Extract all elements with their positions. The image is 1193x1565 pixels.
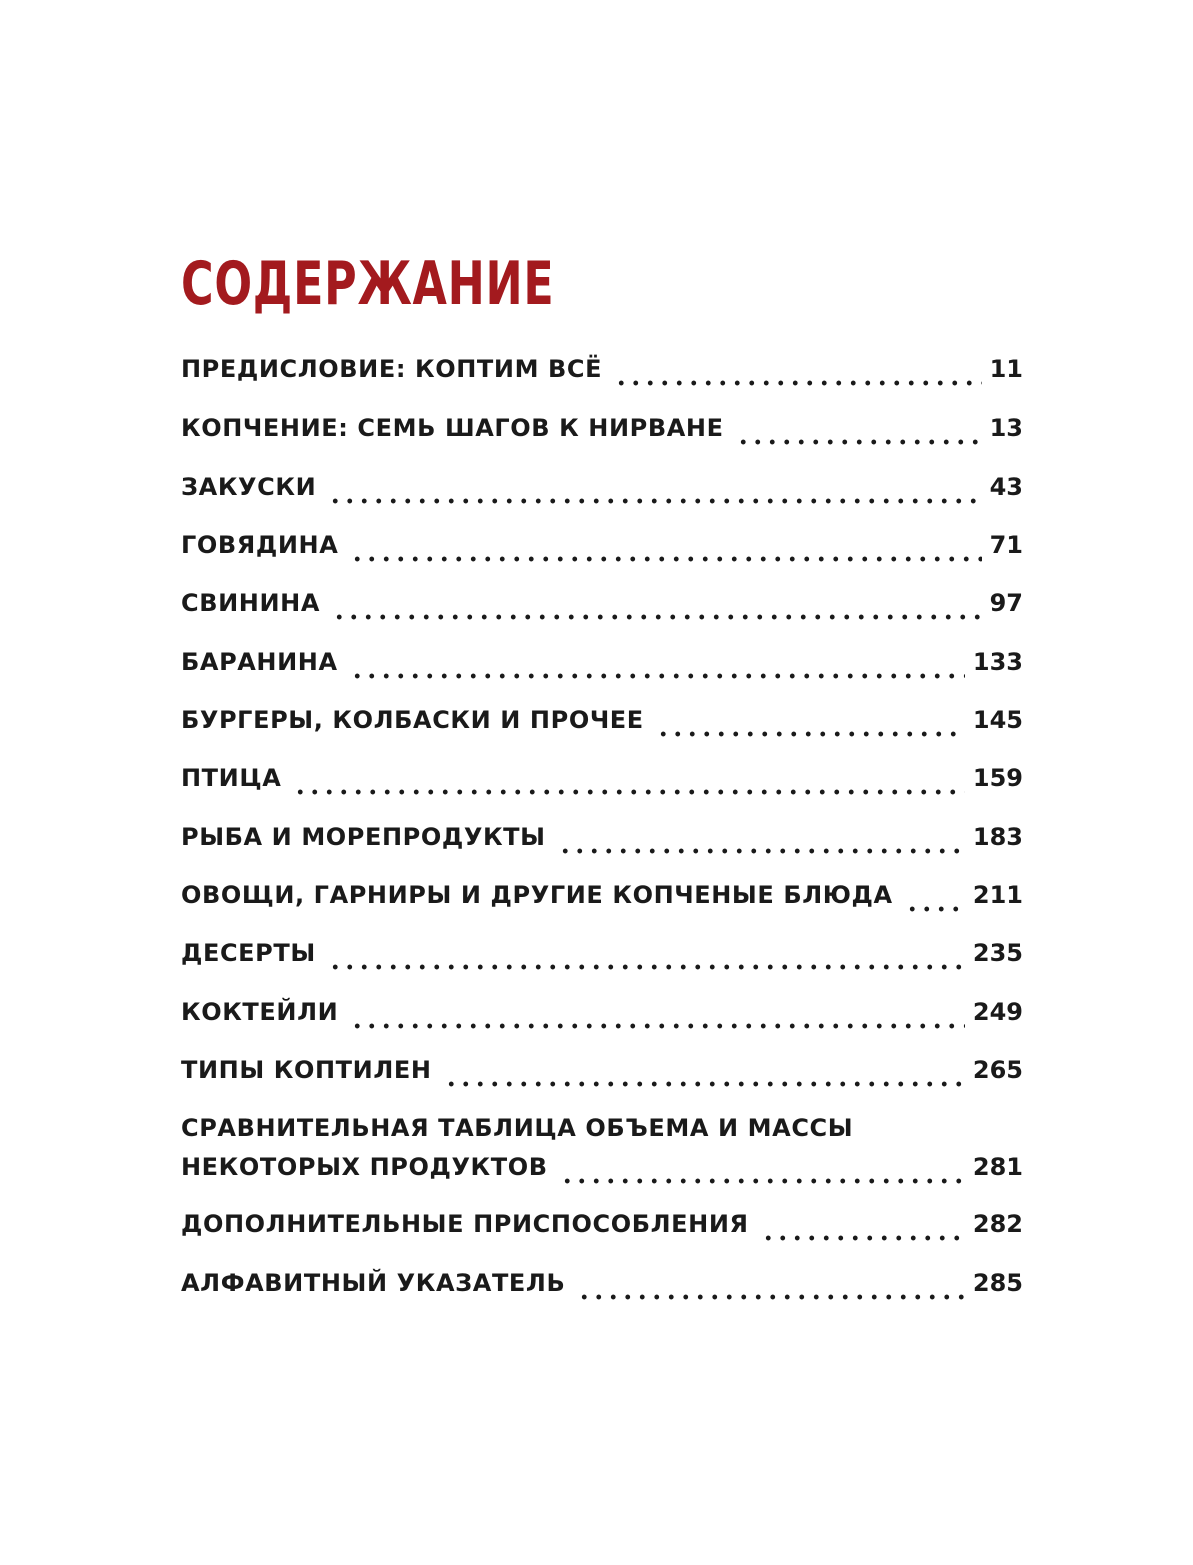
toc-entry[interactable] (181, 1206, 1023, 1242)
toc-entry-page: 282 (972, 1210, 1023, 1238)
toc-entry-page: 159 (972, 764, 1023, 792)
toc-dot-leader (293, 776, 965, 796)
toc-entry-label-continued: НЕКОТОРЫХ ПРОДУКТОВ (181, 1153, 548, 1181)
toc-entry-label: АЛФАВИТНЫЙ УКАЗАТЕЛЬ (181, 1269, 566, 1297)
toc-entry-page: 285 (972, 1269, 1023, 1297)
toc-entry-label: КОПЧЕНИЕ: СЕМЬ ШАГОВ К НИРВАНЕ (181, 414, 724, 442)
toc-dot-leader (350, 1010, 965, 1030)
toc-entry-page: 71 (989, 531, 1023, 559)
toc-dot-leader (558, 835, 965, 855)
toc-dot-leader (761, 1222, 965, 1242)
toc-entry-page: 133 (972, 648, 1023, 676)
toc-entry[interactable] (181, 819, 1023, 855)
toc-title: СОДЕРЖАНИЕ (181, 249, 555, 319)
toc-entry[interactable] (181, 1265, 1023, 1301)
toc-entry[interactable] (181, 410, 1023, 446)
toc-entry-label: СВИНИНА (181, 589, 321, 617)
toc-dot-leader (614, 367, 981, 387)
toc-entry-page: 145 (972, 706, 1023, 734)
toc-entry[interactable] (181, 469, 1023, 505)
toc-entry-page: 43 (989, 473, 1023, 501)
toc-entry-label: ПТИЦА (181, 764, 282, 792)
toc-entry-page: 11 (989, 355, 1023, 383)
toc-entry-page: 13 (989, 414, 1023, 442)
toc-dot-leader (656, 718, 965, 738)
toc-dot-leader (736, 426, 982, 446)
toc-entry-label: ДОПОЛНИТЕЛЬНЫЕ ПРИСПОСОБЛЕНИЯ (181, 1210, 749, 1238)
toc-entry-label: ГОВЯДИНА (181, 531, 339, 559)
toc-entry-label: ДЕСЕРТЫ (181, 939, 316, 967)
toc-entry-second-line (181, 1149, 1023, 1185)
toc-entry[interactable] (181, 760, 1023, 796)
toc-dot-leader (350, 660, 965, 680)
toc-entry-label: РЫБА И МОРЕПРОДУКТЫ (181, 823, 546, 851)
toc-entry-page: 235 (972, 939, 1023, 967)
toc-entry[interactable] (181, 351, 1023, 387)
toc-entry-label: ЗАКУСКИ (181, 473, 317, 501)
toc-dot-leader (905, 893, 965, 913)
toc-entry[interactable] (181, 527, 1023, 563)
toc-entry-page: 211 (972, 881, 1023, 909)
toc-entry-page: 97 (989, 589, 1023, 617)
toc-entry-label: ТИПЫ КОПТИЛЕН (181, 1056, 432, 1084)
toc-dot-leader (560, 1165, 965, 1185)
toc-entry[interactable] (181, 877, 1023, 913)
toc-dot-leader (444, 1068, 965, 1088)
toc-dot-leader (350, 543, 981, 563)
toc-entry-label: СРАВНИТЕЛЬНАЯ ТАБЛИЦА ОБЪЕМА И МАССЫ (181, 1114, 854, 1142)
toc-entry-page: 249 (972, 998, 1023, 1026)
toc-dot-leader (577, 1281, 965, 1301)
toc-entry-label: ПРЕДИСЛОВИЕ: КОПТИМ ВСЁ (181, 355, 603, 383)
toc-entry-label: ОВОЩИ, ГАРНИРЫ И ДРУГИЕ КОПЧЕНЫЕ БЛЮДА (181, 881, 893, 909)
toc-entry[interactable] (181, 1052, 1023, 1088)
toc-entry[interactable] (181, 1110, 1023, 1190)
toc-entry-label: КОКТЕЙЛИ (181, 998, 339, 1026)
toc-entry-page: 183 (972, 823, 1023, 851)
toc-dot-leader (328, 485, 981, 505)
toc-entry-page: 281 (972, 1153, 1023, 1181)
toc-entry-label: БУРГЕРЫ, КОЛБАСКИ И ПРОЧЕЕ (181, 706, 644, 734)
toc-entry-label: БАРАНИНА (181, 648, 338, 676)
toc-entry[interactable] (181, 702, 1023, 738)
toc-entry[interactable] (181, 994, 1023, 1030)
toc-dot-leader (332, 601, 982, 621)
toc-dot-leader (328, 951, 965, 971)
toc-entry[interactable] (181, 585, 1023, 621)
toc-entry[interactable] (181, 935, 1023, 971)
toc-entry-page: 265 (972, 1056, 1023, 1084)
toc-entry[interactable] (181, 644, 1023, 680)
